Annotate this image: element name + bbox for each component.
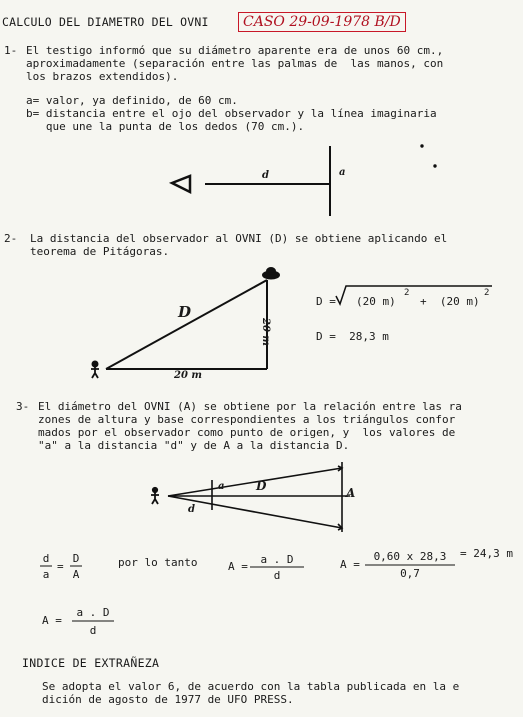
eq1-num-right: D	[72, 552, 80, 565]
index-line-1: Se adopta el valor 6, de acuerdo con la tabla publicada en la e	[42, 680, 460, 693]
speck	[434, 165, 436, 167]
fig3-label-A: A	[346, 486, 356, 500]
eq1-den-left: a	[42, 568, 50, 581]
formula-result: D = 28,3 m	[316, 330, 389, 343]
pythagoras-triangle	[91, 268, 279, 378]
fig1-label-a: a	[339, 167, 346, 178]
eq3-num: 0,60 x 28,3	[373, 550, 447, 563]
fig3-label-a: a	[218, 481, 225, 492]
step3-line-3: mados por el observador como punto de origen, y los valores de	[38, 426, 456, 439]
eq4-lhs: A =	[42, 614, 62, 627]
eye-distance-diagram	[172, 145, 436, 216]
eq4-num: a . D	[76, 606, 110, 619]
step1-number: 1-	[4, 44, 18, 57]
eq1-equals: =	[57, 560, 64, 573]
fig2-label-D: D	[178, 303, 192, 321]
eq2-den: d	[273, 569, 281, 582]
eq3-result: = 24,3 m	[460, 547, 513, 560]
formula-radicand: (20 m)	[356, 295, 396, 308]
eq3-lhs: A =	[340, 558, 360, 571]
fig2-label-height: 20 m	[260, 318, 271, 346]
step3-line-1: El diámetro del OVNI (A) se obtiene por la relación entre las ra	[38, 400, 462, 413]
similar-triangles-diagram	[151, 462, 350, 532]
step2-number: 2-	[4, 232, 18, 245]
index-line-2: dición de agosto de 1977 de UFO PRESS.	[42, 693, 294, 706]
eq3-den: 0,7	[400, 567, 420, 580]
formula-exp-1: 2	[404, 288, 410, 298]
observer-icon	[93, 362, 98, 367]
formula-lhs: D =	[316, 295, 336, 308]
fig3-label-D: D	[256, 479, 267, 493]
step3-line-2: zones de altura y base correspondientes a los triángulos confor	[38, 413, 456, 426]
eq2-num: a . D	[260, 553, 294, 566]
therefore-text: por lo tanto	[118, 556, 198, 569]
index-heading: INDICE DE EXTRAÑEZA	[22, 656, 160, 670]
triangle-hypotenuse	[106, 280, 267, 369]
step3-line-4: "a" a la distancia "d" y de A a la distancia D.	[38, 439, 350, 452]
page-title: CALCULO DEL DIAMETRO DEL OVNI	[2, 15, 209, 29]
fig2-label-base: 20 m	[174, 370, 202, 381]
step2-line-2: teorema de Pitágoras.	[30, 245, 170, 258]
step2-line-1: La distancia del observador al OVNI (D) se obtiene aplicando el	[30, 232, 448, 245]
step3-number: 3-	[16, 400, 30, 413]
step1-def-a: a= valor, ya definido, de 60 cm.	[26, 94, 238, 107]
speck	[421, 145, 423, 147]
observer-icon	[153, 488, 158, 493]
eq4-den: d	[89, 624, 97, 637]
case-stamp: CASO 29-09-1978 B/D	[238, 12, 406, 32]
step1-line-2: aproximadamente (separación entre las palmas de las manos, con	[26, 57, 444, 70]
formula-exp-2: 2	[484, 288, 490, 298]
step1-def-b-1: b= distancia entre el ojo del observador y la línea imaginaria	[26, 107, 437, 120]
eq1-num-left: d	[42, 552, 50, 565]
step1-def-b-2: que une la punta de los dedos (70 cm.).	[26, 120, 305, 133]
eye-symbol	[172, 176, 190, 192]
step1-line-3: los brazos extendidos).	[26, 70, 179, 83]
step1-line-1: El testigo informó que su diámetro aparente era de unos 60 cm.,	[26, 44, 444, 57]
fig1-label-d: d	[262, 170, 269, 181]
eq2-lhs: A =	[228, 560, 248, 573]
formula-plus: + (20 m)	[420, 295, 480, 308]
fig3-label-d: d	[188, 504, 195, 515]
eq1-den-right: A	[72, 568, 80, 581]
